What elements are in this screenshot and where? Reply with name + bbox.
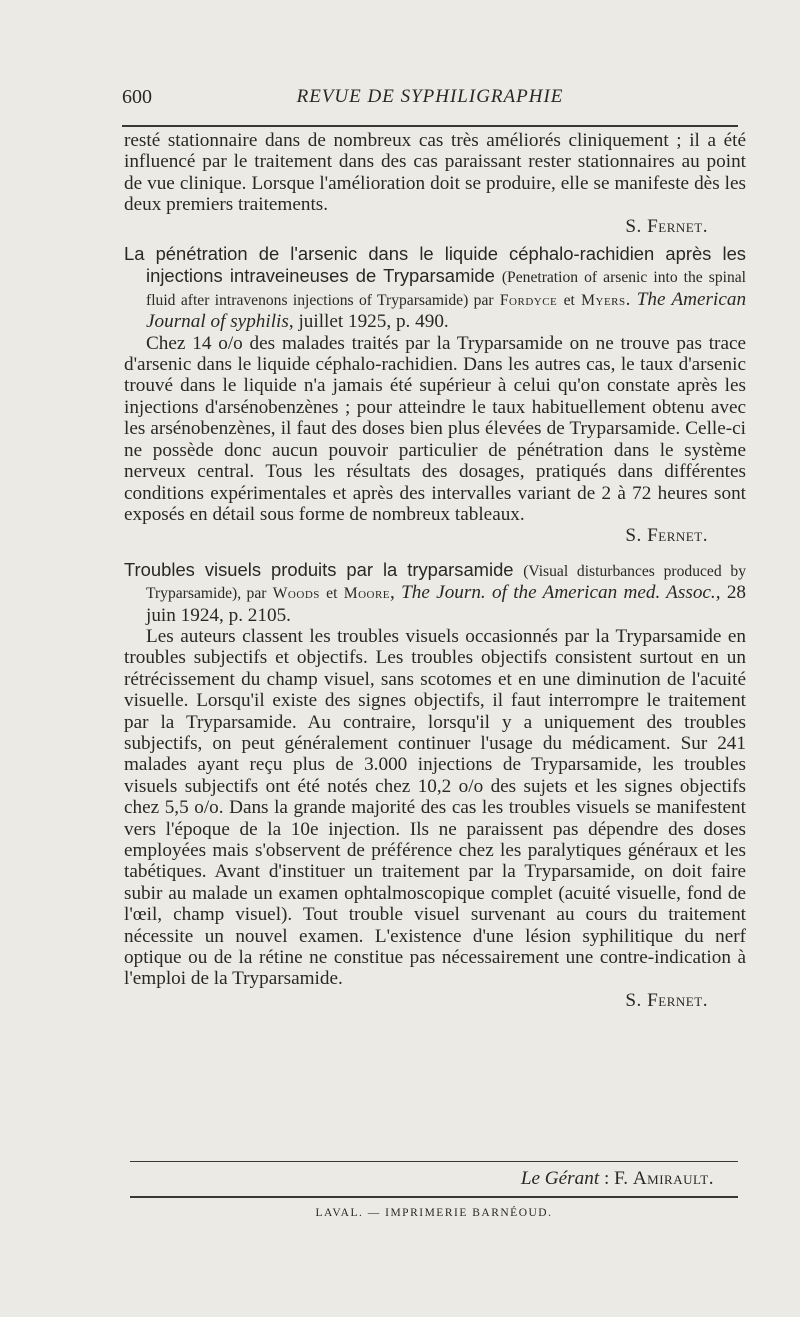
- journal-title: The Journ. of the American med. Assoc.: [401, 582, 716, 604]
- article-reference: (Visual disturbances produced by Tryparsamide), par: [146, 562, 746, 603]
- citation: , 28 juin 1924, p. 2105.: [146, 582, 746, 626]
- author-name: Myers: [581, 291, 626, 309]
- author-name: Fordyce: [499, 291, 558, 309]
- article-title: La pénétration de l'arsenic dans le liquide céphalo-rachidien après les injections intraveineuses de Tryparsamide: [124, 243, 746, 287]
- printer-line: LAVAL. — IMPRIMERIE BARNÉOUD.: [315, 1207, 553, 1219]
- article-title: Troubles visuels produits par la tryparsamide: [124, 558, 514, 580]
- signature: [124, 216, 708, 237]
- gerant-line: [130, 1168, 714, 1190]
- intro-paragraph: resté stationnaire dans de nombreux cas très améliorés cliniquement ; il a été influencé par le traitement dans des cas paraissant rester stationnaires au point de vue clinique. Lorsque l'amélioration doit se produire, elle se manifeste dès les deux premiers traitements.: [124, 130, 746, 216]
- gerant-separator: : F.: [599, 1168, 633, 1189]
- signature: [124, 525, 708, 546]
- page-number: 600: [122, 86, 152, 108]
- header-rule: [122, 125, 738, 127]
- footer-rule: [130, 1161, 738, 1162]
- article-body: Chez 14 o/o des malades traités par la Tryparsamide on ne trouve pas trace d'arsenic dans le liquide céphalo-rachidien. Dans les autres cas, le taux d'arsenic trouvé dans le liquide n'a jamais été supérieur à celui qu'on constate après les injections d'arsénobenzènes ; pour atteindre le taux habituellement obtenu avec les arsénobenzènes, il faut des doses bien plus élevées de Tryparsamide. Celle-ci ne possède donc aucun pouvoir particulier de pénétration dans le système nerveux central. Tous les résultats des dosages, pratiqués dans différentes conditions expérimentales et après des intervalles variant de 2 à 72 heures sont exposés en détail sous forme de nombreux tableaux.: [124, 332, 746, 525]
- author-conjunction: et: [326, 585, 338, 603]
- running-title: REVUE DE SYPHILIGRAPHIE: [296, 86, 564, 107]
- author-conjunction: et: [563, 291, 575, 309]
- signature: [124, 990, 708, 1011]
- gerant-name: Amirault.: [632, 1168, 714, 1189]
- signature-text: S. Fernet.: [625, 215, 708, 237]
- journal-title: The American Journal of syphilis: [146, 288, 747, 333]
- gerant-label: Le Gérant: [520, 1168, 600, 1189]
- article-heading: Troubles visuels produits par la tryparsamide (Visual disturbances produced by Tryparsamide), par Woods et Moore, The Journ. of the American med. Assoc., 28 juin 1924, p. 2105.: [124, 558, 746, 626]
- footer-rule: [130, 1196, 738, 1198]
- article-heading: La pénétration de l'arsenic dans le liquide céphalo-rachidien après les injections intraveineuses de Tryparsamide (Penetration of arsenic into the spinal fluid after intravenons injections of Tryparsamide) par Fordyce et Myers. The American Journal of syphilis, juillet 1925, p. 490.: [124, 243, 747, 333]
- page-body: [124, 130, 746, 1011]
- article-body: Les auteurs classent les troubles visuels occasionnés par la Tryparsamide en troubles subjectifs et objectifs. Les troubles objectifs consistent surtout en un rétrécissement du champ visuel, sans scotomes et en une diminution de l'acuité visuelle. Lorsqu'il existe des signes objectifs, il faut interrompre le traitement par la Tryparsamide. Au contraire, lorsqu'il y a uniquement des troubles subjectifs, on peut généralement continuer l'usage du médicament. Sur 241 malades ayant reçu plus de 3.000 injections de Tryparsamide, les troubles visuels subjectifs ont été notés chez 10,2 o/o des sujets et les signes objectifs chez 5,5 o/o. Dans la grande majorité des cas les troubles visuels se manifestent vers l'époque de la 10e injection. Ils ne paraissent pas dépendre des doses employées mais s'observent de préférence chez les paralytiques généraux et les tabétiques. Avant d'instituer un traitement par la Tryparsamide, on doit faire subir au malade un examen ophtalmoscopique complet (acuité visuelle, fond de l'œil, champ visuel). Tout trouble visuel survenant au cours du traitement nécessite un nouvel examen. L'existence d'une lésion syphilitique du nerf optique ou de la rétine ne constitue pas nécessairement une contre-indication à l'emploi de la Tryparsamide.: [124, 625, 746, 990]
- page-header: [122, 86, 738, 120]
- author-name: Woods: [272, 585, 320, 603]
- signature-text: S. Fernet.: [625, 989, 708, 1011]
- author-name: Moore: [343, 585, 391, 603]
- citation: , juillet 1925, p. 490.: [288, 311, 449, 333]
- article-reference: (Penetration of arsenic into the spinal fluid after intravenons injections of Tryparsamide) par: [146, 269, 747, 309]
- signature-text: S. Fernet.: [625, 525, 708, 547]
